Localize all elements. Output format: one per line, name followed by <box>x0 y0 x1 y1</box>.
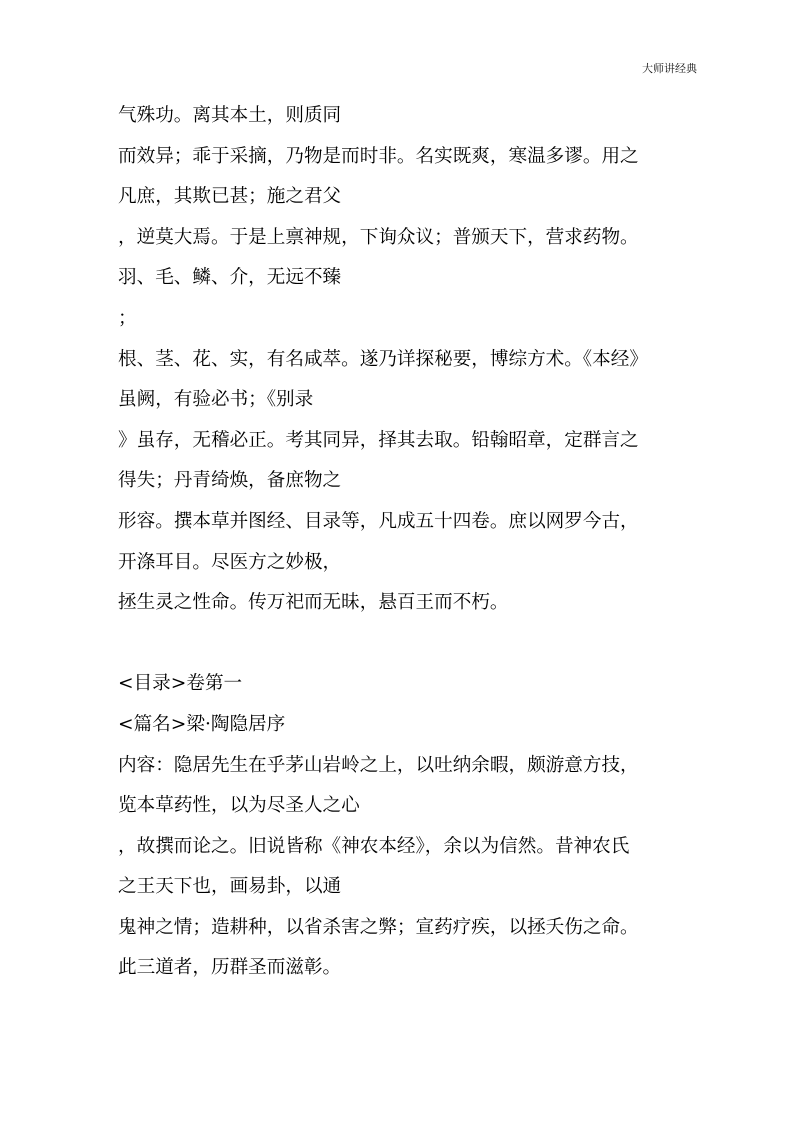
document-body <box>118 102 688 995</box>
text-line: 而效异；乖于采摘，乃物是而时非。名实既爽，寒温多谬。用之 <box>118 145 639 167</box>
text-line: 此三道者，历群圣而滋彰。 <box>118 957 342 979</box>
blank-line <box>118 630 688 658</box>
text-line: 》虽存，无稽必正。考其同异，择其去取。铅翰昭章，定群言之 <box>118 429 639 451</box>
text-line: 开涤耳目。尽医方之妙极， <box>118 551 342 573</box>
text-line: 凡庶，其欺已甚；施之君父 <box>118 186 342 208</box>
text-line: 内容：隐居先生在乎茅山岩岭之上，以吐纳余暇，颇游意方技， <box>118 754 639 776</box>
text-line: ，逆莫大焉。于是上禀神规，下询众议；普颁天下，营求药物。 <box>118 226 639 248</box>
text-line: ； <box>118 307 137 329</box>
text-line: 虽阙，有验必书；《别录 <box>118 389 314 411</box>
section-heading-mulu: <目录>卷第一 <box>118 673 243 695</box>
section-heading-pianming: <篇名>梁·陶隐居序 <box>118 713 286 735</box>
text-line: 得失；丹青绮焕，备庶物之 <box>118 470 342 492</box>
page-header: 大师讲经典 <box>642 62 697 75</box>
text-line: 览本草药性，以为尽圣人之心 <box>118 795 360 817</box>
text-line: ，故撰而论之。旧说皆称《神农本经》，余以为信然。昔神农氏 <box>118 835 630 857</box>
text-line: 羽、毛、鳞、介，无远不臻 <box>118 267 342 289</box>
text-line: 之王天下也，画易卦，以通 <box>118 876 342 898</box>
text-line: 拯生灵之性命。传万祀而无昧，悬百王而不朽。 <box>118 592 509 614</box>
text-line: 根、茎、花、实，有名咸萃。遂乃详探秘要，博综方术。《本经》 <box>118 348 648 370</box>
text-line: 形容。撰本草并图经、目录等，凡成五十四卷。庶以网罗今古， <box>118 510 639 532</box>
text-line: 气殊功。离其本土，则质同 <box>118 105 342 126</box>
text-line: 鬼神之情；造耕种，以省杀害之弊；宣药疗疾，以拯夭伤之命。 <box>118 916 639 938</box>
